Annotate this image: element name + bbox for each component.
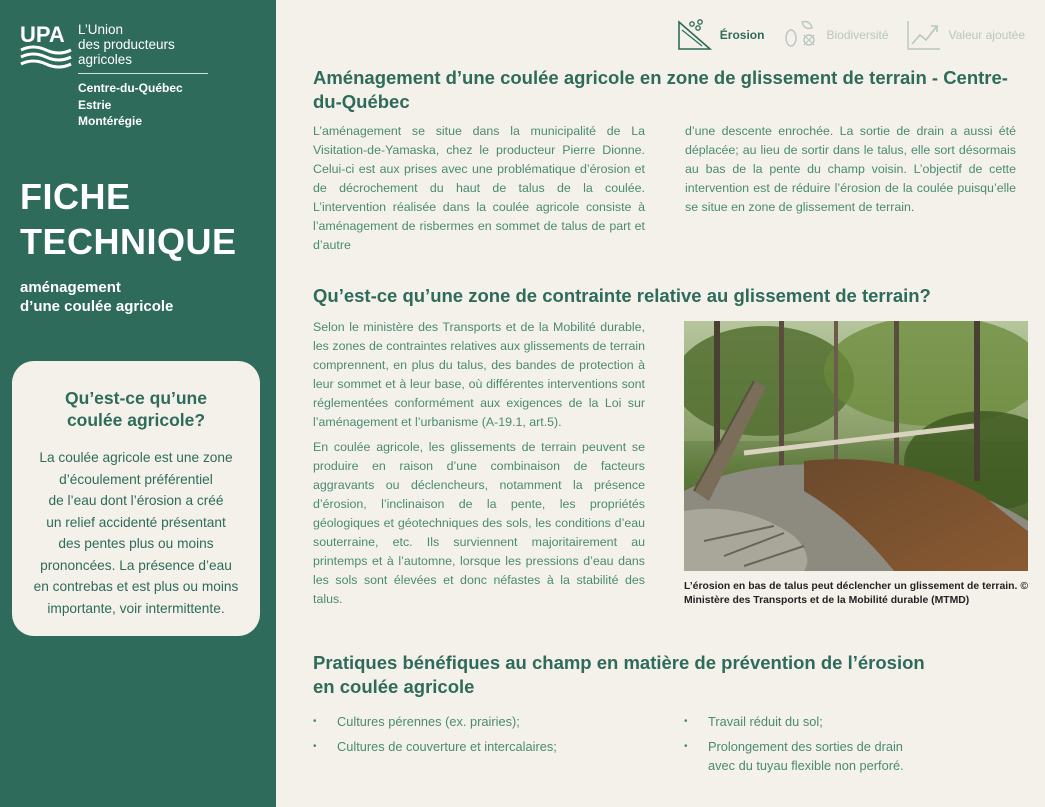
definition-card xyxy=(12,361,260,636)
definition-card-title: Qu’est-ce qu’une coulée agricole? xyxy=(65,388,207,430)
page-title: Aménagement d’une coulée agricole en zone de glissement de terrain - Centre-du-Québec xyxy=(313,67,1008,112)
sidebar xyxy=(0,0,276,807)
practices-list-left xyxy=(313,712,643,762)
section-heading-landslide-zone: Qu’est-ce qu’une zone de contrainte relative au glissement de terrain? xyxy=(313,285,931,306)
practices-list-right xyxy=(684,712,1024,781)
logo-org-name: L’Union des producteurs agricoles xyxy=(78,22,175,67)
regions-list xyxy=(78,80,183,130)
main-content xyxy=(276,0,1045,807)
erosion-icon xyxy=(676,18,714,52)
definition-card-body: La coulée agricole est une zone d’écoulement préférentiel de l’eau dont l’érosion a créé un relief accidenté présentant des pentes plus ou moins prononcées. La présence d’eau en contrebas et est plus ou moins importante, voir intermittente. xyxy=(33,450,239,616)
erosion-photo xyxy=(684,321,1028,571)
region: Estrie xyxy=(78,97,112,112)
paragraph: En coulée agricole, les glissements de terrain peuvent se produire en raison d’une combinaison de facteurs aggravants ou déclencheurs, notamment la présence d’érosion, l’inclinaison de la pente, les propriétés géologiques et géotechniques des sols, les conditions d’eau souterraine, etc. Ils surviennent majoritairement au printemps et à l’automne, lorsque les pressions d’eau dans les sols sont élevées et donc néfastes à la stabilité des talus. xyxy=(313,440,645,606)
logo-divider xyxy=(78,73,208,74)
value-added-icon xyxy=(905,18,943,52)
tag-value-added: Valeur ajoutée xyxy=(905,18,1026,52)
tag-biodiversity: Biodiversité xyxy=(780,18,888,52)
photo-caption: L’érosion en bas de talus peut déclencher un glissement de terrain. © Ministère des Transports et de la Mobilité durable (MTMD) xyxy=(684,581,1028,606)
list-item: • Prolongement des sorties de drain avec du tuyau flexible non perforé. xyxy=(684,737,1024,775)
biodiversity-icon xyxy=(780,18,820,52)
list-item: • Cultures pérennes (ex. prairies); xyxy=(313,712,643,731)
landslide-zone-text xyxy=(313,318,645,615)
topic-tags xyxy=(660,18,1025,52)
intro-paragraph-right: d’une descente enrochée. La sortie de drain a aussi été déplacée; au lieu de sortir dans le talus, elle sort désormais au bas de la pente du champ voisin. L’objectif de cette intervention est de réduire l’érosion de la coulée puisqu’elle se situe en zone de glissement de terrain. xyxy=(685,124,1016,214)
region: Montérégie xyxy=(78,114,143,128)
section-heading-practices: Pratiques bénéfiques au champ en matière de prévention de l’érosion en coulée agricole xyxy=(313,652,925,697)
intro-paragraph-left: L’aménagement se situe dans la municipalité de La Visitation-de-Yamaska, chez le producteur Pierre Dionne. Celui-ci est aux prises avec une problématique d’érosion et de décrochement du haut de talus de la coulée. L’intervention réalisée dans la coulée agricole consiste à l’aménagement de risbermes en sommet de talus de part et d’autre xyxy=(313,124,645,252)
upa-logo-icon xyxy=(20,22,72,70)
list-item: • Cultures de couverture et intercalaires; xyxy=(313,737,643,756)
logo-wordmark: UPA xyxy=(20,22,65,47)
list-item: • Travail réduit du sol; xyxy=(684,712,1024,731)
paragraph: Selon le ministère des Transports et de la Mobilité durable, les zones de contraintes relatives aux glissements de terrain comprennent, en plus du talus, des bandes de protection à leur sommet et à leur base, où différentes interventions sont réglementées conformément aux exigences de la Loi sur l’aménagement et l’urbanisme (A-19.1, art.5). xyxy=(313,320,645,429)
document-type-title: FICHE TECHNIQUE xyxy=(20,176,237,262)
tag-erosion: Érosion xyxy=(676,18,765,52)
region: Centre-du-Québec xyxy=(78,81,183,95)
document-subtitle: aménagement d’une coulée agricole xyxy=(20,279,174,315)
